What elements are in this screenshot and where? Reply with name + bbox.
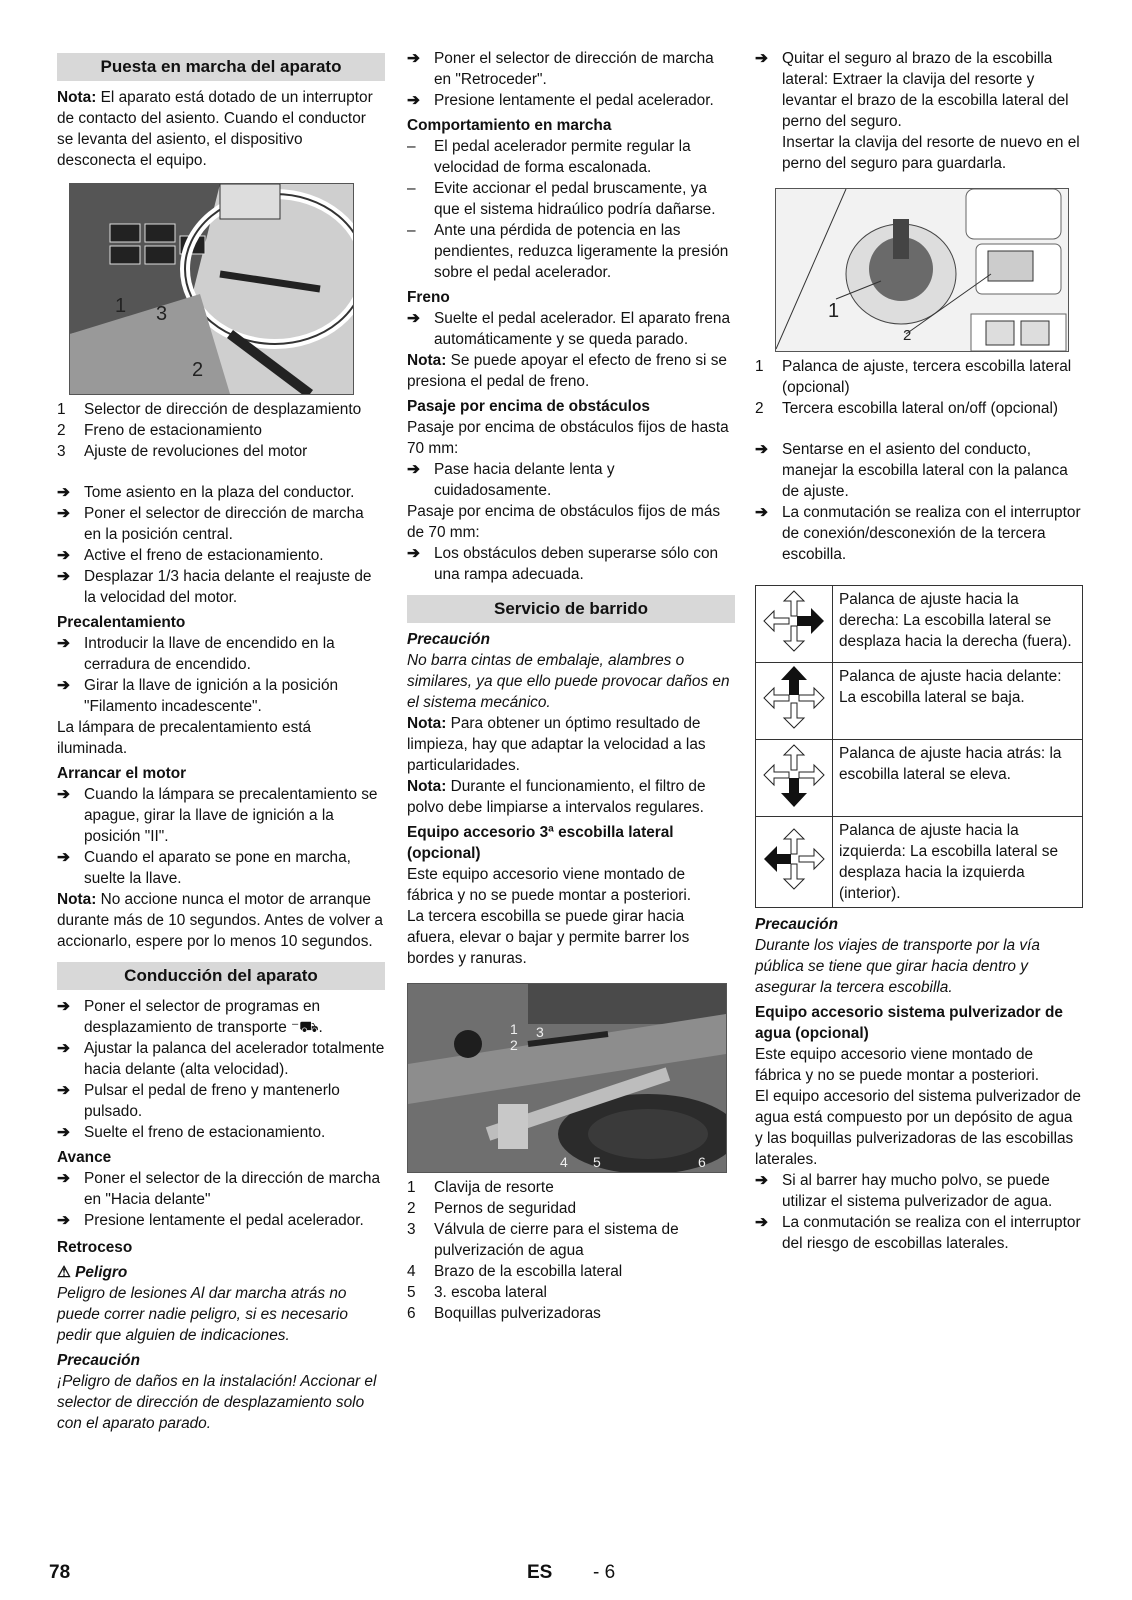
language-code: ES [527,1562,553,1583]
dashboard-figure [69,183,354,395]
lever-direction-table [755,585,1083,908]
legend-item: 2 Tercera escobilla lateral on/off (opcional) [755,400,1059,417]
subheading: Retroceso [57,1239,133,1256]
callout-3: 3 [536,1024,544,1040]
callout-1: 1 [510,1021,518,1037]
callout-1: 1 [828,300,840,322]
subheading: Precalentamiento [57,614,186,631]
step: ➔ Pulsar el pedal de freno y mantenerlo pulsado. [57,1080,385,1122]
caution-text: Durante los viajes de transporte por la vía pública se tiene que girar hacia dentro y asegurar la tercera escobilla. [755,937,1040,996]
side-brush-drawing [408,984,726,1172]
danger-heading: ⚠ Peligro [57,1264,128,1281]
section-heading: Puesta en marcha del aparato [57,53,385,81]
step: ➔ Poner el selector de la dirección de marcha en "Hacia delante" [57,1168,385,1210]
step: ➔ Ajustar la palanca del acelerador totalmente hacia delante (alta velocidad). [57,1038,385,1080]
note: Nota: Para obtener un óptimo resultado de limpieza, hay que adaptar la velocidad a las particularidades. [407,715,706,774]
figure-legend [407,1177,735,1324]
subheading: Equipo accesorio 3ª escobilla lateral (opcional) [407,824,674,862]
paragraph: La tercera escobilla se puede girar hacia afuera, elevar o bajar y permite barrer los bordes y ranuras. [407,908,690,967]
note: Nota: Se puede apoyar el efecto de freno si se presiona el pedal de freno. [407,352,727,390]
callout-6: 6 [698,1154,706,1170]
callout-2: 2 [510,1037,518,1053]
list-item: – Evite accionar el pedal bruscamente, ya que el sistema hidraúlico podría dañarse. [407,178,735,220]
note: Nota: Durante el funcionamiento, el filtro de polvo debe limpiarse a intervalos regulares. [407,778,706,816]
callout-5: 5 [593,1154,601,1170]
callout-1: 1 [115,295,127,317]
subheading: Freno [407,289,450,306]
legend-item: 2 Freno de estacionamiento [57,422,262,439]
table-cell: Palanca de ajuste hacia atrás: la escobilla lateral se eleva. [833,740,1083,817]
legend-item: 2 Pernos de seguridad [407,1200,577,1217]
step: ➔ Si al barrer hay mucho polvo, se puede utilizar el sistema pulverizador de agua. [755,1170,1083,1212]
subheading: Comportamiento en marcha [407,117,612,134]
column-middle [407,48,735,1324]
step: ➔ Presione lentamente el pedal acelerador. [407,90,735,111]
paragraph: El equipo accesorio del sistema pulverizador de agua está compuesto por un depósito de agua y las boquillas pulverizadoras de las escobillas laterales. [755,1088,1081,1168]
legend-item: 1 Palanca de ajuste, tercera escobilla lateral (opcional) [755,358,1072,396]
side-brush-figure [407,983,727,1173]
step: ➔ Pase hacia delante lenta y cuidadosamente. [407,459,735,501]
step: ➔ Poner el selector de dirección de marcha en la posición central. [57,503,385,545]
figure-legend [755,356,1083,419]
legend-item: 1 Selector de dirección de desplazamiento [57,401,362,418]
step: ➔ Tome asiento en la plaza del conductor. [57,482,385,503]
subheading: Pasaje por encima de obstáculos [407,398,650,415]
step: ➔ La conmutación se realiza con el interruptor de conexión/desconexión de la tercera escobilla. [755,502,1083,565]
note: Nota: No accione nunca el motor de arranque durante más de 10 segundos. Antes de volver a accionarlo, espere por lo menos 10 segundos. [57,891,383,950]
paragraph: La lámpara de precalentamiento está iluminada. [57,719,312,757]
paragraph: Este equipo accesorio viene montado de fábrica y no se puede montar a posteriori. [755,1046,1040,1084]
section-heading: Servicio de barrido [407,595,735,623]
note: Nota: El aparato está dotado de un interruptor de contacto del asiento. Cuando el conductor se levanta del asiento, el dispositivo desconecta el equipo. [57,89,373,169]
column-right [755,48,1083,1254]
legend-item: 3 Válvula de cierre para el sistema de pulverización de agua [407,1221,679,1259]
step: ➔ Quitar el seguro al brazo de la escobilla lateral: Extraer la clavija del resorte y levantar el brazo de la escobilla lateral del perno del seguro. [755,48,1083,132]
arrow-down-icon [756,740,833,817]
page-number: 78 [49,1562,71,1583]
caution-heading: Precaución [407,631,490,648]
subheading: Equipo accesorio sistema pulverizador de agua (opcional) [755,1004,1063,1042]
arrow-up-icon [756,663,833,740]
danger-text: Peligro de lesiones Al dar marcha atrás no puede correr nadie peligro, si es necesario pedir que alguien de indicaciones. [57,1285,348,1344]
section-heading: Conducción del aparato [57,962,385,990]
table-row [756,817,1083,908]
legend-item: 6 Boquillas pulverizadoras [407,1305,601,1322]
step: ➔ Suelte el freno de estacionamiento. [57,1122,385,1143]
table-cell: Palanca de ajuste hacia la izquierda: La escobilla lateral se desplaza hacia la izquierda (interior). [833,817,1083,908]
legend-item: 3 Ajuste de revoluciones del motor [57,443,308,460]
step: ➔ Introducir la llave de encendido en la cerradura de encendido. [57,633,385,675]
step: ➔ Poner el selector de dirección de marcha en "Retroceder". [407,48,735,90]
step-continuation: Insertar la clavija del resorte de nuevo en el perno del seguro para guardarla. [782,134,1080,172]
callout-4: 4 [560,1154,568,1170]
step: ➔ Active el freno de estacionamiento. [57,545,385,566]
table-cell: Palanca de ajuste hacia delante: La escobilla lateral se baja. [833,663,1083,740]
caution-text: ¡Peligro de daños en la instalación! Accionar el selector de dirección de desplazamiento solo con el aparato parado. [57,1373,377,1432]
legend-item: 4 Brazo de la escobilla lateral [407,1263,623,1280]
step: ➔ Los obstáculos deben superarse sólo con una rampa adecuada. [407,543,735,585]
caution-text: No barra cintas de embalaje, alambres o similares, ya que ello puede provocar daños en el sistema mecánico. [407,652,730,711]
paragraph: Este equipo accesorio viene montado de fábrica y no se puede montar a posteriori. [407,866,692,904]
step: ➔ La conmutación se realiza con el interruptor del riesgo de escobillas laterales. [755,1212,1083,1254]
step: ➔ Presione lentamente el pedal acelerador. [57,1210,385,1231]
step: ➔ Cuando la lámpara se precalentamiento se apague, girar la llave de ignición a la posición "II". [57,784,385,847]
caution-heading: Precaución [755,916,838,933]
legend-item: 5 3. escoba lateral [407,1284,547,1301]
step: ➔ Poner el selector de programas en desplazamiento de transporte ⁻⛟. [57,996,385,1038]
dashboard-drawing [70,184,353,394]
table-cell: Palanca de ajuste hacia la derecha: La escobilla lateral se desplaza hacia la derecha (fuera). [833,586,1083,663]
warning-triangle-icon: ⚠ [57,1264,71,1281]
list-item: – Ante una pérdida de potencia en las pendientes, reduzca ligeramente la presión sobre el pedal acelerador. [407,220,735,283]
callout-2: 2 [903,327,912,344]
callout-3: 3 [156,303,168,325]
joystick-figure [775,188,1069,352]
subheading: Arrancar el motor [57,765,187,782]
figure-legend [57,399,385,462]
paragraph: Pasaje por encima de obstáculos fijos de más de 70 mm: [407,503,721,541]
step: ➔ Cuando el aparato se pone en marcha, suelte la llave. [57,847,385,889]
arrow-left-icon [756,817,833,908]
step: ➔ Suelte el pedal acelerador. El aparato frena automáticamente y se queda parado. [407,308,735,350]
callout-2: 2 [192,359,204,381]
step: ➔ Sentarse en el asiento del conducto, manejar la escobilla lateral con la palanca de ajuste. [755,439,1083,502]
step: ➔ Desplazar 1/3 hacia delante el reajuste de la velocidad del motor. [57,566,385,608]
caution-heading: Precaución [57,1352,140,1369]
table-row [756,586,1083,663]
joystick-drawing [776,189,1068,351]
paragraph: Pasaje por encima de obstáculos fijos de hasta 70 mm: [407,419,729,457]
table-row [756,740,1083,817]
column-left [57,44,385,1434]
sub-page-number: - 6 [593,1562,616,1583]
arrow-right-icon [756,586,833,663]
subheading: Avance [57,1149,112,1166]
step: ➔ Girar la llave de ignición a la posición "Filamento incadescente". [57,675,385,717]
list-item: – El pedal acelerador permite regular la velocidad de forma escalonada. [407,136,735,178]
legend-item: 1 Clavija de resorte [407,1179,554,1196]
table-row [756,663,1083,740]
